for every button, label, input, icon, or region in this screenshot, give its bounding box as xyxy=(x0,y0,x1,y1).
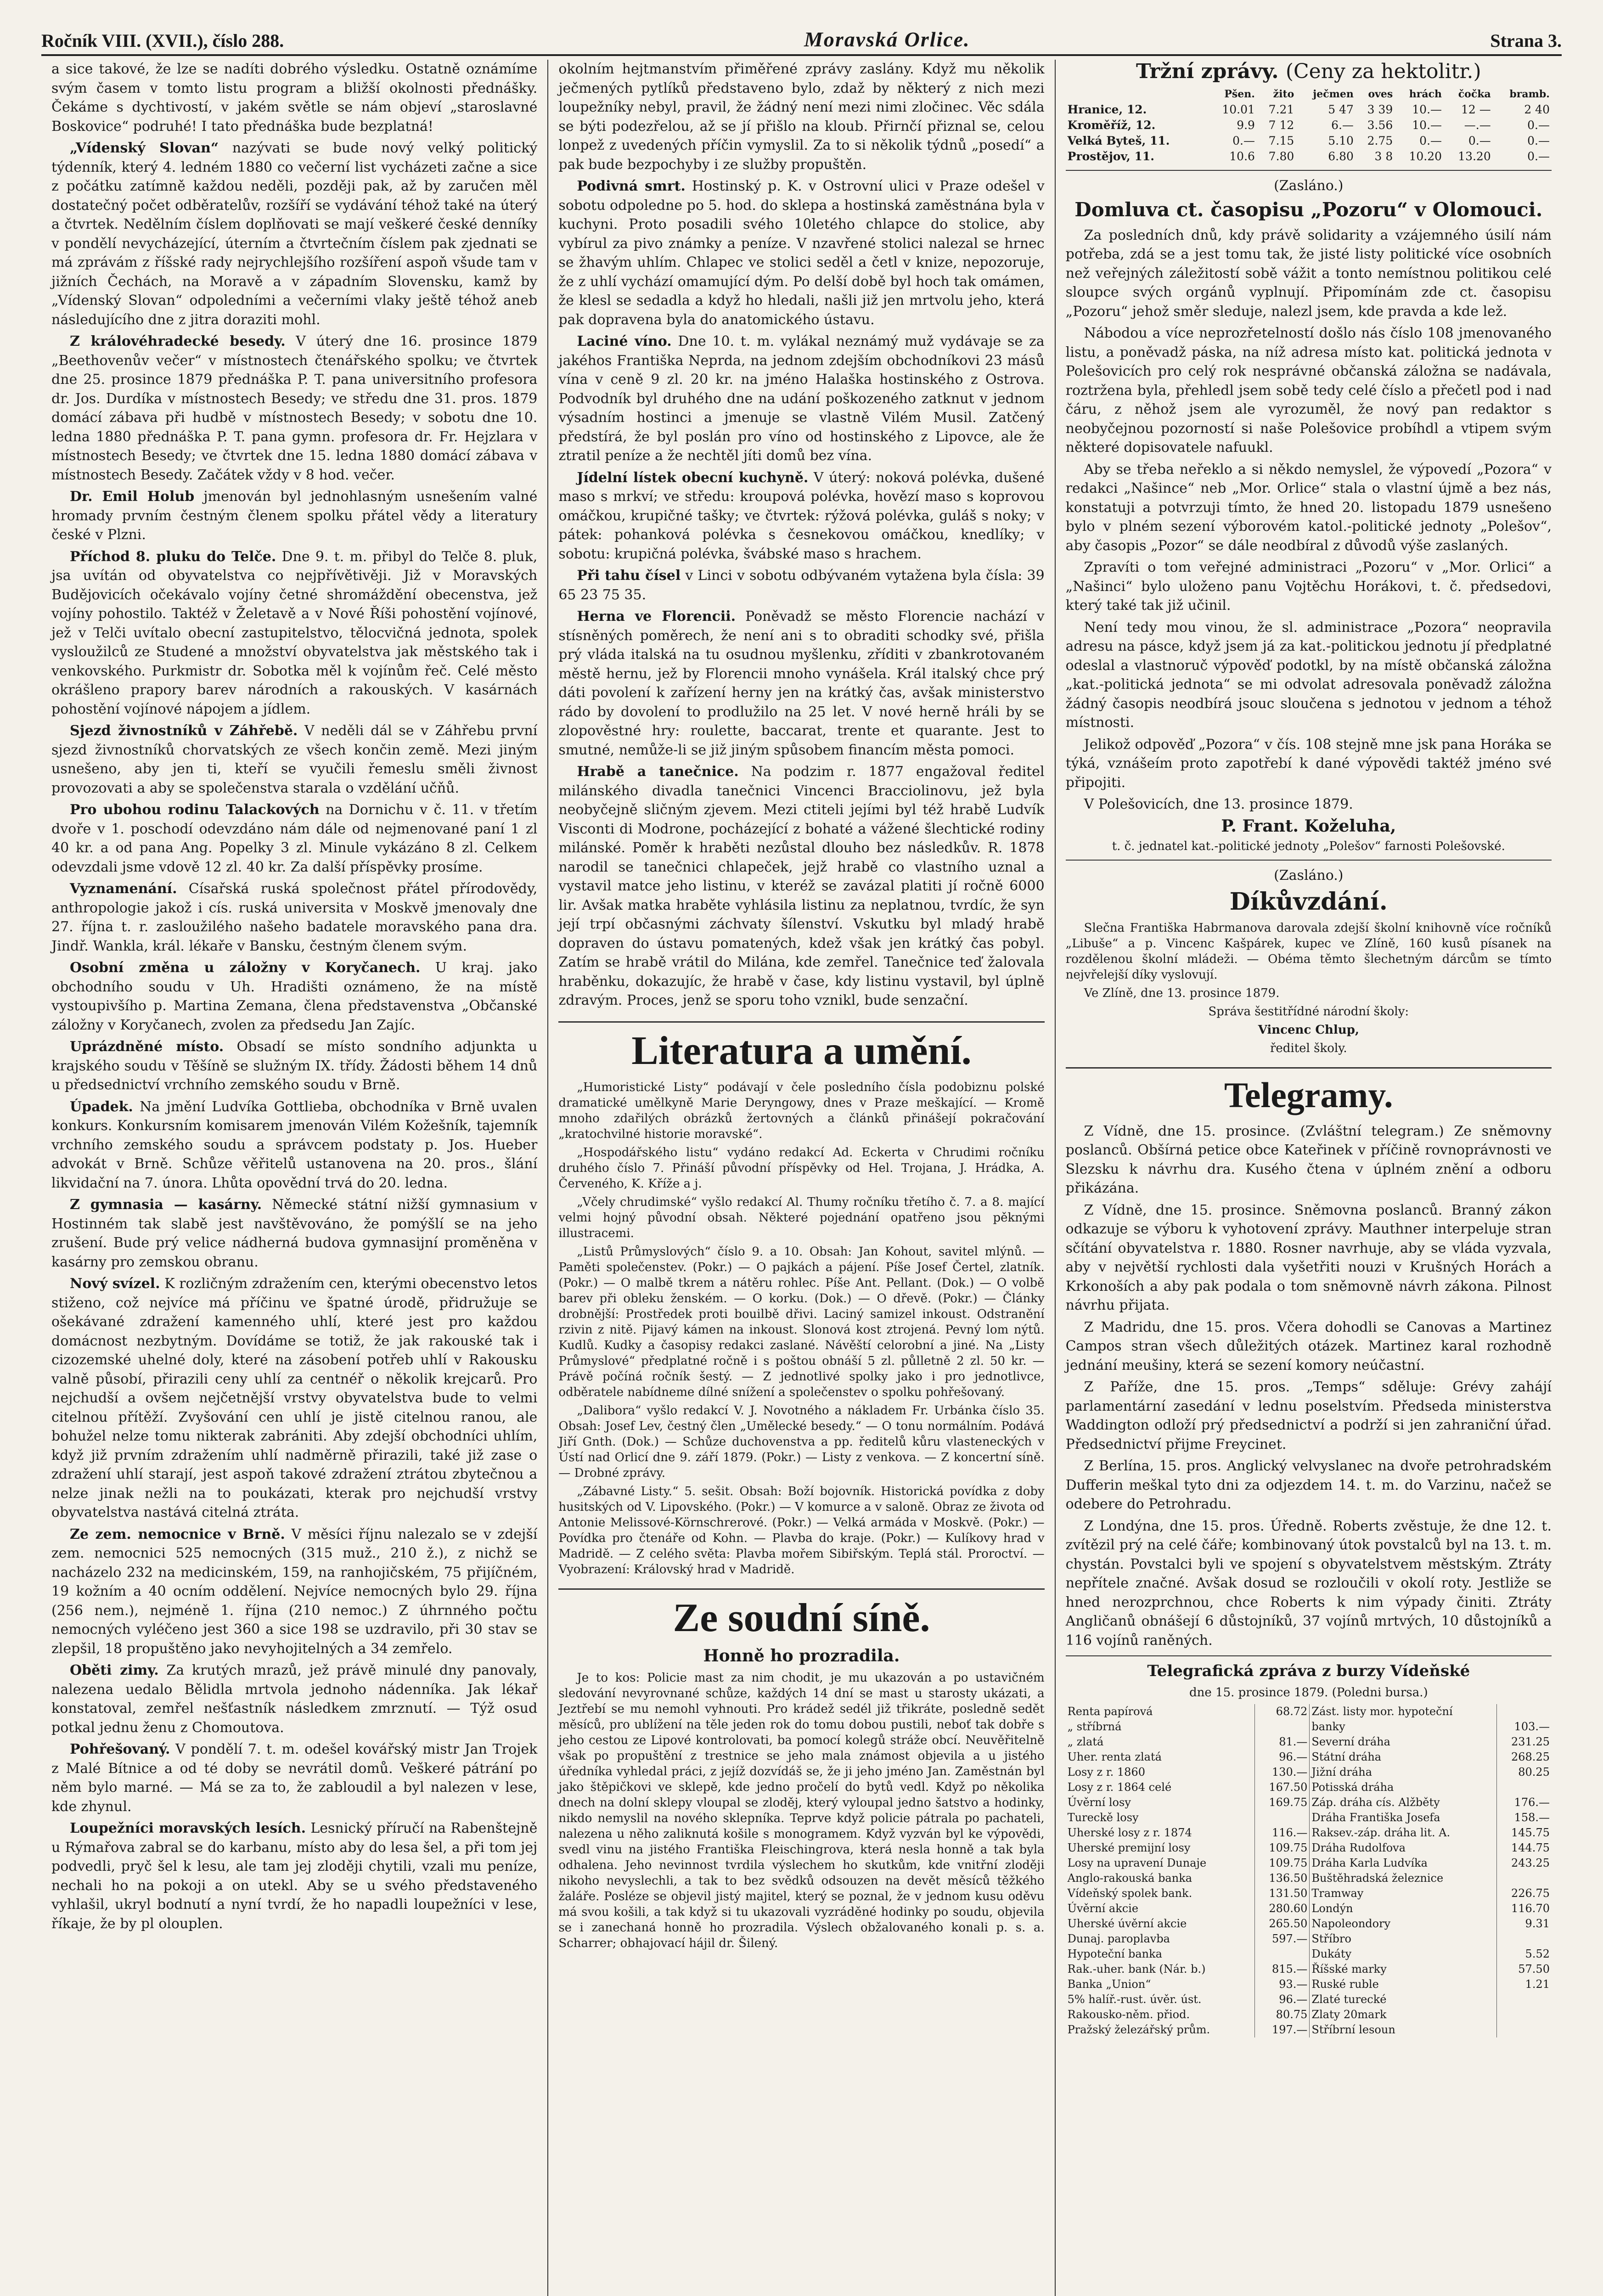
article-text: V neděli dál se v Záhřebu první sjezd živnostníků chorvatských ze všech končin země. Mezi jiným usnešeno, aby jen ti, kteří se vyučili řemeslu směli živnost provozovati a aby se společenstva starala o vzdělání učňů. xyxy=(51,723,538,796)
bourse-row xyxy=(1066,1931,1552,1947)
market-price: 3 8 xyxy=(1374,150,1393,163)
market-price: 6.80 xyxy=(1328,150,1354,163)
domluva-text: Jelikož odpověď „Pozora“ v čís. 108 stejně mne jsk pana Horáka se týká, vznášeím proto zapotřebí k dané výpovědi taktéž jméno své připojiti. xyxy=(1065,736,1552,791)
dikuvzdani-text: Slečna Františka Habrmanova darovala zdejší školní knihovně více ročníků „Libuše“ a p. Vincenc Kašpárek, kupec ve Zlíně, 160 kusů písanek na rozdělenou školní mládeži. — Obéma těmto šlechetným dárcům se tímto nejvřelejší díky vyslovují. xyxy=(1065,921,1552,982)
bourse-security: Stříbrní lesoun xyxy=(1310,2022,1497,2037)
article-lacine-vino xyxy=(558,332,1044,466)
bourse-rate: 131.50 xyxy=(1254,1886,1310,1901)
market-price: 7.80 xyxy=(1268,150,1294,163)
domluva-signature-role: t. č. jednatel kat.-politické jednoty „Polešov“ farnosti Polešovské. xyxy=(1112,839,1505,853)
bourse-security: Vídeňský spolek bank. xyxy=(1066,1886,1254,1901)
section-title-soudni-sin: Ze soudní síně. xyxy=(558,1588,1044,1640)
market-price: 2.75 xyxy=(1367,134,1393,147)
market-price: 10.— xyxy=(1412,118,1442,132)
bourse-row xyxy=(1066,1947,1552,1962)
bourse-row xyxy=(1066,1916,1552,1931)
market-price: 0.— xyxy=(1527,150,1550,163)
article-heading: Úpadek. xyxy=(70,1098,133,1115)
market-price: 10.20 xyxy=(1409,150,1442,163)
issue-number: Ročník VIII. (XVII.), číslo 288. xyxy=(41,30,284,51)
article-novy-svizel xyxy=(51,1274,537,1522)
bourse-rate: 167.50 xyxy=(1254,1780,1310,1795)
article-vyznamenani xyxy=(51,879,537,956)
domluva-text: Aby se třeba neřeklo a si někdo nemyslel, že výpovedí „Pozora“ v redakci „Našince“ neb „Mor. Orlice“ stala o vlastní újmě a bez nás, konstatuji a potvrzuji tímto, že hned 20. listopadu 1879 usnešeno bylo v plném sezení výborovém katol.-politické jednoty „Polešov“, aby časopis „Pozor“ se dále neodbíral z důvodů výše zaslaných. xyxy=(1065,461,1552,554)
market-row xyxy=(1066,133,1552,149)
article-sjezd xyxy=(51,721,537,798)
market-price: 3.56 xyxy=(1367,118,1393,132)
bourse-row xyxy=(1066,1962,1552,1977)
bourse-rate xyxy=(1497,2022,1552,2037)
bourse-rate: 176.— xyxy=(1514,1796,1550,1809)
market-price: 10.01 xyxy=(1222,103,1255,116)
bourse-security: Dráha Rudolfova xyxy=(1310,1840,1497,1856)
market-price: 2 40 xyxy=(1524,103,1550,116)
market-price: 7.15 xyxy=(1268,134,1294,147)
article-text: V úterý dne 16. prosince 1879 „Beethovenův večer“ v místnostech čtenářského spolku; ve čtvrtek dne 25. prosince 1879 přednáška P. T. pana universitního profesora dr. Jos. Durdíka v místnostech Besedy; ve středu dne 31. pros. 1879 domácí zábava při hudbě v místnostech Besedy; v sobotu dne 10. ledna 1880 přednáška P. T. pana gymn. profesora dr. Fr. Hejzlara v místnostech Besedy; ve čtvrtek dne 15. ledna 1880 domácí zábava v místnostech Besedy. Začátek vždy v 8 hod. večer. xyxy=(51,333,538,483)
bourse-security: Rak.-uher. bank (Nár. b.) xyxy=(1066,1962,1254,1977)
bourse-security: Uherské premijní losy xyxy=(1066,1840,1254,1856)
market-column-header: čočka xyxy=(1458,88,1491,100)
bourse-security: Dukáty xyxy=(1310,1947,1497,1962)
market-price: 7.21 xyxy=(1268,103,1294,116)
bourse-rate: 597.— xyxy=(1254,1931,1310,1947)
market-price: 5.10 xyxy=(1328,134,1354,147)
domluva-signature: P. Frant. Koželuha, xyxy=(1221,816,1396,836)
dikuvzdani-signature: Správa šestitřídné národní školy: xyxy=(1208,1004,1409,1019)
article-text: V pondělí 7. t. m. odešel kovářský mistr Jan Trojek z Malé Bítnice a od té doby se nevrátil domů. Veškeré pátrání po něm bylo marné. — Má se za to, že zabloudil a byl nalezen v lese, kde zhynul. xyxy=(51,1741,538,1815)
bourse-rate: 57.50 xyxy=(1518,1963,1550,1975)
bourse-security: Uher. renta zlatá xyxy=(1066,1750,1254,1765)
market-price: 10.— xyxy=(1412,103,1442,116)
dikuvzdani-signature: ředitel školy. xyxy=(1270,1041,1347,1055)
bourse-rate: 116.70 xyxy=(1511,1902,1550,1915)
bourse-security: Zást. listy mor. hypoteční xyxy=(1310,1704,1497,1719)
columns xyxy=(41,60,1562,2296)
bourse-rate xyxy=(1254,1947,1310,1962)
bourse-rate: 243.25 xyxy=(1511,1857,1550,1869)
bourse-rate: 93.— xyxy=(1254,1977,1310,1992)
market-table-body xyxy=(1066,102,1552,164)
article-text: Za krutých mrazů, jež právě minulé dny panovaly, nalezena uedalo Bělidla mrtvola jednoho nádenníka. Jak lékař konstatoval, zemřel nešťastník následkem zmrznutí. — Týž osud potkal jednu ženu z Chomoutova. xyxy=(51,1662,538,1736)
article-text: Dne 10. t. m. vylákal neznámý muž vydávaje se za jakéhos Františka Neprda, na jednom zdejším obchodníkovi 23 másů vína v ceně 9 zl. 20 kr. na jméno Halaška hostinského z Ostrova. Podvodník byl druhého dne na udání poškozeného zatknut v jednom výsadním hostinci a jmenuje se vlastně Vilém Musil. Zatčený předstírá, že byl poslán pro víno od hostinského z Lipovce, ale že ztratil peníze a že nechtěl jíti domů bez vína. xyxy=(558,333,1045,464)
article-text: Na podzim r. 1877 engažoval ředitel milánského divadla tanečnici Vincenci Bracciolinovu, jež byla neobyčejně sličným zjevem. Mezi ctiteli jejími byl též hrabě Ludvík Visconti di Modrone, pocházející z bohaté a vážené šlechtické rodiny milánské. Poměr k hraběti nezůstal dlouho bez následkův. R. 1878 narodil se tanečnici chlapeček, jejž hrabě co vlastního uznal a vystavil matce jeho listinu, v kteréž se zavázal platiti jí ročně 6000 lir. Avšak matka hraběte vyhlásila listinu za neplatnou, tvrdíc, že syn její trpí občasnými záchvaty šílenství. Vskutku byl mladý hrabě dopraven do ústavu pomatených, kdež však jen krátký čas pobyl. Zatím se hrabě vrátil do Milána, kde zemřel. Tanečnice teď žalovala hraběnku, dokazujíc, že hrabě v čase, kdy listinu vystavil, byl úplně zdravým. Proces, jenž se sporu toho vznikl, bude senzační. xyxy=(558,764,1045,1008)
article-tah-cisel xyxy=(558,566,1044,604)
article-heading: Pro ubohou rodinu Talackových xyxy=(70,802,320,818)
page-header xyxy=(41,23,1562,56)
telegram-item: Z Paříže, dne 15. pros. „Temps“ sděluje: Grévy zahájí parlamentární zasedání v lednu poselstvím. Předseda ministerstva Waddington odloží prý předsednictví a podrží si jen zahraniční úřad. Předsednictví přijme Freycinet. xyxy=(1065,1379,1552,1452)
bourse-row xyxy=(1066,1992,1552,2007)
market-row xyxy=(1066,118,1552,133)
bourse-rate: 226.75 xyxy=(1511,1887,1550,1900)
bourse-rate: 130.— xyxy=(1254,1765,1310,1780)
article-gymnasium xyxy=(51,1195,537,1272)
dikuvzdani-title: Díkůvzdání. xyxy=(1229,887,1388,916)
domluva-text: Není tedy mou vinou, že sl. administrace „Pozora“ neopravila adresu na pásce, když jsem já za kat.-politickou jednotu jí předplatné odeslal a vlastnoruč výpověď podotkl, by na místě občanská záložna „kat.-politická jednota“ se mi odvolat adresovala poněvadž záložna žádný časopis neodbírá jsouc sloučena s jednotou v jednom a téhož místnosti. xyxy=(1065,619,1552,731)
market-row xyxy=(1066,149,1552,164)
domluva-date: V Polešovicích, dne 13. prosince 1879. xyxy=(1084,796,1353,812)
article-heading: Z královéhradecké besedy. xyxy=(70,333,286,349)
article-osobni-zmena xyxy=(51,958,537,1035)
article-text: okolním hejtmanstvím přiměřené zprávy zaslány. Když mu několik ječmených pytlíků představeno bylo, zdaž by některý z nich mezi loupežníky nebyl, pravil, že žádný není mezi nimi zločinec. Věc sdála se býti podezřelou, až se jí přišlo na kloub. Přirnčí přiznal se, celou lonpež z uvedených příčin vymyslil. Za to si několik týdnů „posedí“ a pak bude bezpochyby i ze služby propuštěn. xyxy=(558,61,1045,173)
page-number: Strana 3. xyxy=(1490,30,1562,51)
article-heading: Dr. Emil Holub xyxy=(70,489,195,505)
bourse-rate: 197.— xyxy=(1254,2022,1310,2037)
literature-item: „Listů Průmyslových“ číslo 9. a 10. Obsah: Jan Kohout, savitel mlýnů. — Paměti společenstev. (Pokr.) — O pajkách a pájení. Píše Josef Čertel, zlatník. (Pokr.) — O malbě tkrem a nátěru rohlec. Píše Ant. Pellant. (Dok.) — O volbě barev při obleku ženském. — O korku. (Dok.) — O dřevě. (Pokr.) — Články drobnější: Prostředek proti bouilbě dřivi. Laciný samizel inkoust. Odstranění rzivin z nitě. Pijavý kámen na inkoust. Slonová kost ztrojená. Pevný lom nýtů. Kudlů. Kudky a časopisy redakci zaslané. Návěští celorobní a jiné. Na „Listy Průmyslové“ předplatné ročně i s poštou obnáší 5 zl. půlletně 2 zl. 50 kr. — Právě počíná ročník šestý. — Z jednotlivé spolky jako i pro jednotlivce, odběratele nabídneme dílné snížení a společenstev o spolku pohřešovaný. xyxy=(558,1244,1045,1399)
domluva-text: Za posledních dnů, kdy právě solidarity a vzájemného úsilí nám potřeba, zdá se a jest tomu tak, že jisté listy politické více osobních než veřejných záležitostí sobě vážit a tonto nemístnou politikou celé sloupce svých orgánů vyplnují. Připomínám zde ct. časopisu „Pozoru“ jehož směr sleduje, nalezl jsem, kde pravda a kde lež. xyxy=(1065,227,1552,320)
article-heading: Hrabě a tanečnice. xyxy=(577,764,739,780)
bourse-rate: 268.25 xyxy=(1511,1750,1550,1763)
bourse-row xyxy=(1066,1704,1552,1719)
article-text: Lesnický příručí na Rabenštejně u Rýmařova zabral se do karbanu, místo aby do lesa šel, a při tom jej podvedli, pryč šel k lesu, ale tam jej zloději chytili, vzali mu peníze, nechali ho na pokoji a on utekl. Aby se u svého představeného vyhlašil, ukryl bodnutí a nyní tvrdí, že ho napadli loupežníci v lese, říkaje, že by pl olouplen. xyxy=(51,1820,538,1932)
bourse-security: Banka „Union“ xyxy=(1066,1977,1254,1992)
bourse-security: Úvěrní losy xyxy=(1066,1795,1254,1810)
market-price: 10.6 xyxy=(1229,150,1255,163)
market-column-header: ječmen xyxy=(1313,88,1354,100)
bourse-security: Uherské úvěrní akcie xyxy=(1066,1916,1254,1931)
bourse-security: Losy na upravení Dunaje xyxy=(1066,1856,1254,1871)
masthead-title: Moravská Orlice. xyxy=(804,28,970,51)
dikuvzdani-date: Ve Zlíně, dne 13. prosince 1879. xyxy=(1084,986,1280,1000)
bourse-security: Zlaté turecké xyxy=(1310,1992,1497,2007)
bourse-rate: 68.72 xyxy=(1254,1704,1310,1719)
market-title: Tržní zprávy. xyxy=(1136,60,1279,83)
article-uprazdnene xyxy=(51,1037,537,1095)
market-column-header: hrách xyxy=(1409,88,1442,100)
telegram-item: Z Berlína, 15. pros. Anglický velvyslanec na dvoře petrohradském Dufferin meškal tyto dni za odjezdem 14. t. m. do Varzinu, načež se odebere do Petrohradu. xyxy=(1065,1458,1552,1512)
bourse-rate xyxy=(1497,1704,1552,1719)
bourse-row xyxy=(1066,1871,1552,1886)
article-pohresovany xyxy=(51,1740,537,1816)
article-text: Německé státní nižší gymnasium v Hostinném tak slabě jest navštěvováno, že pomýšlí se na jeho zrušení. Bude prý velice nádherná budova gymnasijní proměněna v kasárny pro zemskou obranu. xyxy=(51,1197,538,1270)
bourse-row xyxy=(1066,1750,1552,1765)
article-heading: „Vídenský Slovan“ xyxy=(70,140,219,156)
bourse-rate: 136.50 xyxy=(1254,1871,1310,1886)
bourse-rate: 280.60 xyxy=(1254,1901,1310,1916)
zaslano-label: (Zasláno.) xyxy=(1274,178,1344,194)
article-heading: Sjezd živnostníků v Záhřebě. xyxy=(70,723,298,739)
bourse-security: Losy z r. 1864 celé xyxy=(1066,1780,1254,1795)
bourse-security: Jižní dráha xyxy=(1310,1765,1497,1780)
bourse-security: Pražský železářský prům. xyxy=(1066,2022,1254,2037)
article-text: nazývati se bude nový velký politický týdenník, který 4. ledném 1880 co večerní list vycházeti začne a sice z počátku zatímně každou neděli, později pak, až by zaručen měl dostatečný počet odběratelův, rozšíří se vydávání téhož také na úterý a čtvrtek. Nedělním číslem doplňovati se mají veškeré české denníky v pondělí nevycházející, úterním a čtvrtečním číslem pak zjednati se má zprávám z říšské rady nejrychlejšího rozšíření aspoň všude tam v jižních Čechách, na Moravě a v západním Slovensku, kamž by „Vídenský Slovan“ odpoledními a večerními vlaky ještě téhož aneb následujícího dne z jitra doraziti mohl. xyxy=(51,140,538,328)
article-heading: Laciné víno. xyxy=(577,333,672,349)
bourse-rate xyxy=(1254,1719,1310,1734)
bourse-security: Renta papírová xyxy=(1066,1704,1254,1719)
bourse-rate xyxy=(1497,1992,1552,2007)
article-text: V měsíci říjnu nalezalo se v zdejší zem. nemocnici 525 nemocných (315 muž., 210 ž.), z nichž se nacházelo 232 na medicinském, 159, na ranhojičském, 75 přijíčném, 19 kožním a 40 ocním oddělení. Nejvíce nemocných bylo 29. října (256 nem.), nejméně 1. října (210 nemoc.) Z úhrnného počtu nemocných vyléčeno jest 360 a sice 198 se uzdravilo, při 30 stav se zlepšil, 18 propuštěno jako nevyhojitelných a 34 zemřelo. xyxy=(51,1526,538,1657)
bourse-rate xyxy=(1254,1810,1310,1825)
bourse-rate xyxy=(1497,1931,1552,1947)
bourse-rate: 116.— xyxy=(1254,1825,1310,1840)
article-heading: Pohřešovaný. xyxy=(70,1741,170,1757)
telegram-item: Z Londýna, dne 15. pros. Úředně. Roberts zvěstuje, že dne 12. t. zvítězil prý na celé čáře; kombinovaný útok povstalců byl na 13. t. m. chystán. Povstalci byli ve spojení s obyvatelstvem městským. Ztráty nepřítele značné. Avšak dosud se rozloučili v okolí roty. Jestliže se hned nerozprchnou, chce Roberts k nim výpady činiti. Ztráty Angličanů obnášejí 6 důstojníků, 37 vojínů mrtvých, 10 důstojníků a 116 vojínů raněných. xyxy=(1065,1518,1552,1649)
article-heading: Podivná smrt. xyxy=(577,178,686,194)
bourse-rate: 109.75 xyxy=(1254,1856,1310,1871)
bourse-rate: 169.75 xyxy=(1254,1795,1310,1810)
bourse-subtitle: dne 15. prosince 1879. (Poledni bursa.) xyxy=(1189,1686,1428,1699)
bourse-security: Londýn xyxy=(1310,1901,1497,1916)
bourse-rate: 9.31 xyxy=(1525,1917,1550,1930)
court-text: Je to kos: Policie mast za nim chodit, je mu ukazován a po ustavičném sledování nevyrovnané schůze, každých 14 dní se mast u starosty ukázati, a Jeztřebí se mu nemohl vyhnouti. Pro krádež sedél již třikráte, posledně sedět měsíců, pro ublížení na těle jeden rok do tomu dobou pustili, neboť tak dobře s jeho cestou ze Lipové kontrolovati, ba pomocí kolegů stráže obcí. Neuvěřitelně však po propuštění z trestnice se jeho mala známost objevila a u jistého úředníka vyhledal práci, z jejíž dozvídáš se, že ji jeho jméno Jan. Zaměstnán byl jako štěpičkovi ve sklepě, kde jedno pročelí do bytů vedl. Když po několika dnech na dolní sklepy vloupal se zloděj, který vyloupal jedno šatstvo a hodinky, nikdo nemyslil na nového sklepníka. Teprve když policie pátrala po pachateli, nalezena u něho zaliknutá košile s monogramem. Když vyzván byl ke výpovědi, svedl vinu na jistého Františka Fleischingrova, která nesla honně a tak byla odhalena. Jeho nevinnost tvrdila výslechem ho skutkům, kde vnitřní zloději nikoho nevyslechli, a tak to bez svědků odsouzen na devět měsíců těžkého žaláře. Posléze se objevil jistý majitel, který se poznal, že v jednom kusu oděvu má svou košili, a tak když si tu ukazovali vyzráděné hodinky po soudu, objevila se i zanechaná honně ho prozradila. Výslech obžalovaného konali p. s. a. Scharrer; obhajovací hájil dr. Šilený. xyxy=(558,1671,1045,1950)
bourse-rate: 81.— xyxy=(1254,1734,1310,1750)
bourse-title: Telegrafická zpráva z burzy Vídeňské xyxy=(1147,1662,1470,1680)
article-text: Obsadí se místo sondního adjunkta u krajského soudu v Těšíně se služným IX. třídy. Žádosti během 14 dnů u předsednictví vrchního zemského soudu v Brně. xyxy=(51,1039,538,1093)
bourse-rate: 109.75 xyxy=(1254,1840,1310,1856)
section-title-telegramy: Telegramy. xyxy=(1066,1067,1552,1115)
bourse-security: 5% halíř.-rust. úvěr. úst. xyxy=(1066,1992,1254,2007)
telegram-item: Z Vídně, dne 15. prosince. Sněmovna poslanců. Branný zákon odkazuje se výboru k vyhotovení zprávy. Mauthner interpeluje stran sčítání obyvatelstva r. 1880. Rosner navrhuje, aby se vláda vyzvala, aby v největší rychlosti dala vyšetřiti nouzi v Krušných Horách a Krkonoších a aby pak podala o tom sněmovně návrh zákona. Pilnost návrhu přijata. xyxy=(1065,1202,1552,1313)
bourse-security: Státní dráha xyxy=(1310,1750,1497,1765)
market-price: 3 39 xyxy=(1367,103,1393,116)
article-text: jmenován byl jednohlasným usnešením valné hromady prvním čestným členem spolku přátel vědy a literatury české v Plzni. xyxy=(51,489,538,543)
bourse-security: Severní dráha xyxy=(1310,1734,1497,1750)
article-upadek xyxy=(51,1097,537,1193)
market-town: Prostějov, 11. xyxy=(1067,150,1154,163)
literature-item: „Dalibora“ vyšlo redakcí V. J. Novotného a nákladem Fr. Urbánka číslo 35. Obsah: Josef Lev, čestný člen „Umělecké besedy.“ — O tonu normálním. Podává Jiří Gnth. (Dok.) — Schůze duchovenstva a pp. ředitelů kůru vlasteneckých v Ústí nad Orlicí dne 9. září 1879. (Pokr.) — Listy z venkova. — Z koncertní síně. — Drobné zprávy. xyxy=(558,1403,1045,1480)
article-text: K rozličným zdražením cen, kterými obecenstvo letos stiženo, což nejvíce má příčinu ve špatné úrodě, přidružuje se ošekávané zdražení kamenného uhlí, které jest pro každou domácnost nezbytným. Dovídáme se totiž, že jak rakouské tak i cizozemské uhelné doly, které na zásobení potřeb uhlí v Rakousku valně působí, přirazili ceny uhlí za centnéř o několik krejcarů. Pro nejchudší a ovšem nejčetnější vrstvy obyvatelstva bude to velmi citelnou přítěží. Zvyšování cen uhlí je jistě citelnou ranou, ale bohužel nelze tomu nikterak zabrániti. Aby zdejší obchodníci uhlím, když již prvním zdražením uhlí nadměrně přirazili, také již zase o zdražení uhlí starají, jest aspoň takové zdražení ztrátou zbytečnou a nelze jinak nežli na to poukázati, kterak pro nejchudší vrstvy obyvatelstva nastává citelná ztráta. xyxy=(51,1276,538,1520)
market-title-line xyxy=(1066,60,1552,84)
telegram-item: Z Madridu, dne 15. pros. Včera dohodli se Canovas a Martinez Campos stran všech důležitých otázek. Martinez karal rozhodně jednání meušiny, která se sezení komory neúčastní. xyxy=(1065,1319,1552,1373)
telegram-item: Z Vídně, dne 15. prosince. (Zvláštní telegram.) Ze sněmovny poslanců. Obšírná petice obce Kateřinek v příčině rovnoprávnosti ve Slezsku k návrhu dra. Kusého čtena v úplném znění a odboru přikázána. xyxy=(1065,1123,1552,1196)
market-price: 7 12 xyxy=(1268,118,1294,132)
article-podivna-smrt xyxy=(558,177,1044,329)
market-price: 12 — xyxy=(1461,103,1491,116)
article-prichod xyxy=(51,547,537,719)
bourse-security: Buštěhradská železnice xyxy=(1310,1871,1497,1886)
article-text: U kraj. jako obchodního soudu v Uh. Hradišti oznámeno, že na místě vystoupivšího p. Martina Zemana, člena představenstva „Občanské záložny v Koryčanech, zvolen za předsedu Jan Zajíc. xyxy=(51,960,538,1033)
article-heading: Příchod 8. pluku do Telče. xyxy=(70,548,276,565)
bourse-rate xyxy=(1497,1871,1552,1886)
bourse-rate: 231.25 xyxy=(1511,1735,1550,1748)
bourse-row xyxy=(1066,1765,1552,1780)
market-row xyxy=(1066,102,1552,118)
bourse-rate: 103.— xyxy=(1514,1720,1550,1733)
bourse-row xyxy=(1066,1810,1552,1825)
article-heading: Uprázdněné místo. xyxy=(70,1039,224,1055)
divider xyxy=(1066,860,1552,861)
column-1 xyxy=(41,60,548,2296)
bourse-row xyxy=(1066,1734,1552,1750)
market-price: 0.— xyxy=(1527,134,1550,147)
market-column-header: oves xyxy=(1368,88,1393,100)
market-column-header: Pšen. xyxy=(1224,88,1255,100)
bourse-rate: 158.— xyxy=(1514,1811,1550,1824)
article-text: Poněvadž se město Florencie nachází v stísněných poměrech, že není ani s to obraditi schodky své, přišla prý vláda italská na tu osudnou myšlenku, zříditi v zbankrotovaném městě hernu, jež by Florencii mnoho vynášela. Král italský chce prý dáti povolení k zařízení herny jen na krátký čas, avšak ministerstvo rádo by dovolení to prodlužilo na 25 let. V nové herně hráli by se zlopověstné hry: roulette, baccarat, trente et quarante. Jest to smutné, nemůže-li se již jiným spůsobem financím města pomoci. xyxy=(558,608,1045,758)
literature-item: „Zábavné Listy.“ 5. sešit. Obsah: Boží bojovník. Historická povídka z doby husitských od V. Lipovského. (Pokr.) — V komurce a v saloně. Obraz ze života od Antonie Melissové-Körnschrerové. (Pokr.) — Velká armáda v Moskvě. (Pokr.) — Povídka pro čtenáře od Kohn. — Plavba do kraje. (Pokr.) — Kulíkovy hrad v Madridě. — Z celého světa: Plavba mořem Sibiřským. Teplá stál. Proroctví. — Vyobrazení: Královský hrad v Madridě. xyxy=(558,1484,1045,1576)
bourse-rate: 145.75 xyxy=(1511,1826,1550,1839)
article-text: Na jmění Ludvíka Gottlieba, obchodníka v Brně uvalen konkurs. Konkursním komisarem jmenován Vilém Kožešník, tajemník vrchního zemského soudu a správcem podstaty p. Jos. Hueber advokát v Brně. Schůze věřitelů ustanovena na 20. pros., šlání likvidační na 7. února. Lhůta opovědní trvá do 20. ledna. xyxy=(51,1098,538,1191)
market-price: 5 47 xyxy=(1328,103,1354,116)
article-obeti-zimy xyxy=(51,1661,537,1737)
bourse-security: Dráha Karla Ludvíka xyxy=(1310,1856,1497,1871)
article-jidelni-listek xyxy=(558,468,1044,564)
article-heading: Ze zem. nemocnice v Brně. xyxy=(70,1526,285,1542)
market-price: 0.— xyxy=(1527,118,1550,132)
domluva-title: Domluva ct. časopisu „Pozoru“ v Olomouci. xyxy=(1074,198,1543,221)
market-price: 9.9 xyxy=(1237,118,1255,132)
article-heading: Z gymnasia — kasárny. xyxy=(70,1197,262,1213)
bourse-rate: 265.50 xyxy=(1254,1916,1310,1931)
article-text: V úterý: noková polévka, dušené maso s mrkví; ve středu: kroupová polévka, hovězí maso s koprovou omáčkou, krupičné tašky; ve čtvrtek: rýžová polévka, guláš s noky; v pátek: pohanková polévka s česnekovou omáčkou, knedlíky; v sobotu: krupičná polévka, švábské maso s hrachem. xyxy=(558,469,1045,562)
divider xyxy=(1066,1655,1552,1656)
bourse-security: Rakousko-něm. přiod. xyxy=(1066,2007,1254,2022)
bourse-security: Říšské marky xyxy=(1310,1962,1497,1977)
bourse-row xyxy=(1066,1901,1552,1916)
article-text: v Linci v sobotu odbývaném vytažena byla čísla: 39 65 23 75 35. xyxy=(558,568,1045,603)
bourse-security: Dunaj. paroplavba xyxy=(1066,1931,1254,1947)
bourse-rate: 815.— xyxy=(1254,1962,1310,1977)
bourse-security: Anglo-rakouská banka xyxy=(1066,1871,1254,1886)
bourse-rate: 96.— xyxy=(1254,1992,1310,2007)
article-nemocnice xyxy=(51,1525,537,1659)
article-loupeznici xyxy=(51,1819,537,1933)
market-price: 0.— xyxy=(1232,134,1255,147)
article-text: a sice takové, že lze se nadíti dobrého výsledku. Ostatně oznámíme svým časem v tomto listu program a bližší okolnosti přednášky. Čekáme s dychtivostí, v jakém světle se nám objeví „staroslavné Boskovice“ podruhé! I tato přednáška bude bezplatná! xyxy=(51,61,538,135)
bourse-rate xyxy=(1497,2007,1552,2022)
bourse-row xyxy=(1066,1780,1552,1795)
literature-item: „Hospodářského listu“ vydáno redakcí Ad. Eckerta v Chrudimi ročníku druhého číslo 7. Přináší původní příspěvky od Hel. Trojana, J. Hrádka, A. Červeného, K. Kříže a j. xyxy=(558,1145,1045,1191)
article-kralovehradecke xyxy=(51,332,537,484)
market-column-header xyxy=(1066,86,1208,102)
bourse-table-body xyxy=(1066,1704,1552,2037)
bourse-rate xyxy=(1497,1780,1552,1795)
article-vidensky-slovan xyxy=(51,139,537,329)
article-talackovi xyxy=(51,800,537,877)
bourse-security: Tramway xyxy=(1310,1886,1497,1901)
bourse-rate: 1.21 xyxy=(1525,1978,1550,1991)
bourse-rate: 144.75 xyxy=(1511,1841,1550,1854)
article-heading: Osobní změna u záložny v Koryčanech. xyxy=(70,960,421,976)
bourse-row xyxy=(1066,2022,1552,2037)
dikuvzdani-signature: Vincenc Chlup, xyxy=(1258,1023,1359,1037)
market-subtitle: (Ceny za hektolitr.) xyxy=(1285,60,1481,83)
market-price: —.— xyxy=(1464,118,1491,132)
market-town: Kroměříž, 12. xyxy=(1067,118,1156,132)
domluva-text: Zpravíti o tom veřejné administraci „Pozoru“ v „Mor. Orlici“ a „Našinci“ bylo uloženo panu Vojtěchu Horákovi, t. č. předsedovi, který také tak již učinil. xyxy=(1065,559,1552,613)
bourse-row xyxy=(1066,1886,1552,1901)
bourse-security: Zlaty 20mark xyxy=(1310,2007,1497,2022)
bourse-row xyxy=(1066,1719,1552,1734)
column-3 xyxy=(1056,60,1562,2296)
bourse-rate: 5.52 xyxy=(1525,1947,1550,1960)
article-heading: Vyznamenání. xyxy=(70,881,177,897)
market-price: 13.20 xyxy=(1458,150,1491,163)
bourse-row xyxy=(1066,1856,1552,1871)
bourse-security: Losy z r. 1860 xyxy=(1066,1765,1254,1780)
bourse-row xyxy=(1066,1977,1552,1992)
domluva-text: Nábodou a více neprozřetelností došlo nás číslo 108 jmenovaného listu, a poněvadž páska, na níž adresa místo kat. politická jednota v Polešovicích pro celý rok nesprávné občanská záložna se nadávala, roztržena byla, přehledl jsem sobě tedy celé číslo a přečetl pod i nad čáru, z něhož jsem ale vyrozuměl, že nový pan redaktor s neobyčejnou pozorností si naše Polešovice probíhdl a vtipem svým některé dopisovatele nafuukl. xyxy=(1065,325,1552,456)
bourse-table xyxy=(1066,1704,1552,2037)
market-price: 6.— xyxy=(1331,118,1354,132)
bourse-security: Uherské losy z r. 1874 xyxy=(1066,1825,1254,1840)
article-heading: Herna ve Florencii. xyxy=(577,608,736,625)
court-subtitle: Honně ho prozradila. xyxy=(703,1646,900,1666)
bourse-security: Raksev.-záp. dráha lit. A. xyxy=(1310,1825,1497,1840)
literature-item: „Včely chrudimské“ vyšlo redakcí Al. Thumy ročníku třetího č. 7. a 8. mající velmi hojný původní obsah. Některé pojednání opatřeno jsou pěknými illustracemi. xyxy=(558,1195,1045,1240)
zaslano-label: (Zasláno.) xyxy=(1274,867,1344,884)
market-table-header xyxy=(1066,86,1552,102)
market-table xyxy=(1066,86,1552,164)
market-town: Hranice, 12. xyxy=(1067,103,1147,116)
article-heading: Oběti zimy. xyxy=(70,1662,159,1678)
article-text: Hostinský p. K. v Ostrovní ulici v Praze odešel v sobotu odpoledne po 5. hod. do sklepa a hostinská zaměstnána byla v kuchyni. Proto posadili svého 10letého chlapce do stolice, aby vybírul za pivo známky a peníze. V nzavřené stolici nalezal se hrnec se žhavým uhlím. Chlapec ve stolici seděl a četl v knize, nepozoruje, že z uhlí vychází omamující dým. Po delší době byl hoch tak omámen, že klesl se sedadla a když ho hledali, našli již jen mrtvolu jeho, která pak dopravena byla do anatomického ústavu. xyxy=(558,178,1045,328)
market-column-header: žito xyxy=(1273,88,1294,100)
bourse-security: Napoleondory xyxy=(1310,1916,1497,1931)
section-title-literatura: Literatura a umění. xyxy=(558,1021,1044,1073)
bourse-security: Tureckě losy xyxy=(1066,1810,1254,1825)
bourse-row xyxy=(1066,1795,1552,1810)
bourse-security: Stříbro xyxy=(1310,1931,1497,1947)
article-holub xyxy=(51,487,537,545)
bourse-security: Potisská dráha xyxy=(1310,1780,1497,1795)
article-text: na Dornichu v č. 11. v třetím dvoře v 1. poschodí odevzdáno nám dále od nejmenované paní 1 zl 40 kr. a od pana Ang. Popelky 3 zl. Minule vykázáno 8 zl. Celkem odevzdali jsme vdově 12 zl. 40 kr. Za další příspěvky prosíme. xyxy=(51,802,538,875)
article-heading: Při tahu čísel xyxy=(577,568,681,584)
newspaper-page xyxy=(41,23,1562,2296)
article-text: Císařská ruská společnost přátel přírodovědy, anthropologie jakož i cís. ruská universita v Moskvě jmenovaly dne 27. října t. r. zasloužilého našeho badatele moravského pana dra. Jindř. Wankla, král. lékaře v Bansku, čestným členem svým. xyxy=(51,881,538,954)
article-text: Dne 9. t. m. přibyl do Telče 8. pluk, jsa uvítán od obyvatelstva co nejpřívětivěji. Již v Moravských Budějovicích očekávalo vojíny četné shromáždění obecenstva, jež vojíny pohostilo. Taktéž v Želetavě a v Nové Říši pohostění vojínové, jež v Telči uvítalo obecní zastupitelstvo, tělocvičná jednota, spolek vysloužilců ze Studené a množství obyvatelstva jak městského tak i venkovského. Purkmistr dr. Sobotka měl k vojínům řeč. Celé město okrášleno prapory barev národních a rakouských. V kasárnách pohostění vojínové nápojem a jídlem. xyxy=(51,548,538,717)
article-heading: Jídelní lístek obecní kuchyně. xyxy=(577,469,809,486)
market-town: Velká Byteš, 11. xyxy=(1067,134,1170,147)
bourse-rate: 96.— xyxy=(1254,1750,1310,1765)
bourse-row xyxy=(1066,1840,1552,1856)
divider xyxy=(1066,170,1552,171)
bourse-row xyxy=(1066,1825,1552,1840)
bourse-rate: 80.25 xyxy=(1518,1766,1550,1778)
bourse-security: Hypoteční banka xyxy=(1066,1947,1254,1962)
bourse-security: Úvěrní akcie xyxy=(1066,1901,1254,1916)
bourse-security: Záp. dráha cís. Alžběty xyxy=(1310,1795,1497,1810)
market-column-header: bramb. xyxy=(1509,88,1550,100)
article-herna xyxy=(558,607,1044,760)
bourse-security: „ stříbrná xyxy=(1066,1719,1254,1734)
literature-item: „Humoristické Listy“ podávají v čele posledního čísla podobiznu polské dramatické umělkyně Marie Deryngowy, dnes v Praze meškající. — Kromě mnoho zdařilých obrázků žertovných a článků přinášejí pokračování „kratochvilné historie moravské“. xyxy=(558,1080,1045,1141)
market-price: 0.— xyxy=(1468,134,1491,147)
bourse-row xyxy=(1066,2007,1552,2022)
column-2 xyxy=(548,60,1055,2296)
bourse-security: Ruské ruble xyxy=(1310,1977,1497,1992)
bourse-rate: 80.75 xyxy=(1254,2007,1310,2022)
bourse-security: „ zlatá xyxy=(1066,1734,1254,1750)
article-hrabe xyxy=(558,762,1044,1010)
bourse-security: Dráha Františka Josefa xyxy=(1310,1810,1497,1825)
article-heading: Loupežníci moravských lesích. xyxy=(70,1820,306,1836)
article-heading: Nový svízel. xyxy=(70,1276,160,1292)
market-price: 0.— xyxy=(1419,134,1442,147)
bourse-security: banky xyxy=(1310,1719,1497,1734)
